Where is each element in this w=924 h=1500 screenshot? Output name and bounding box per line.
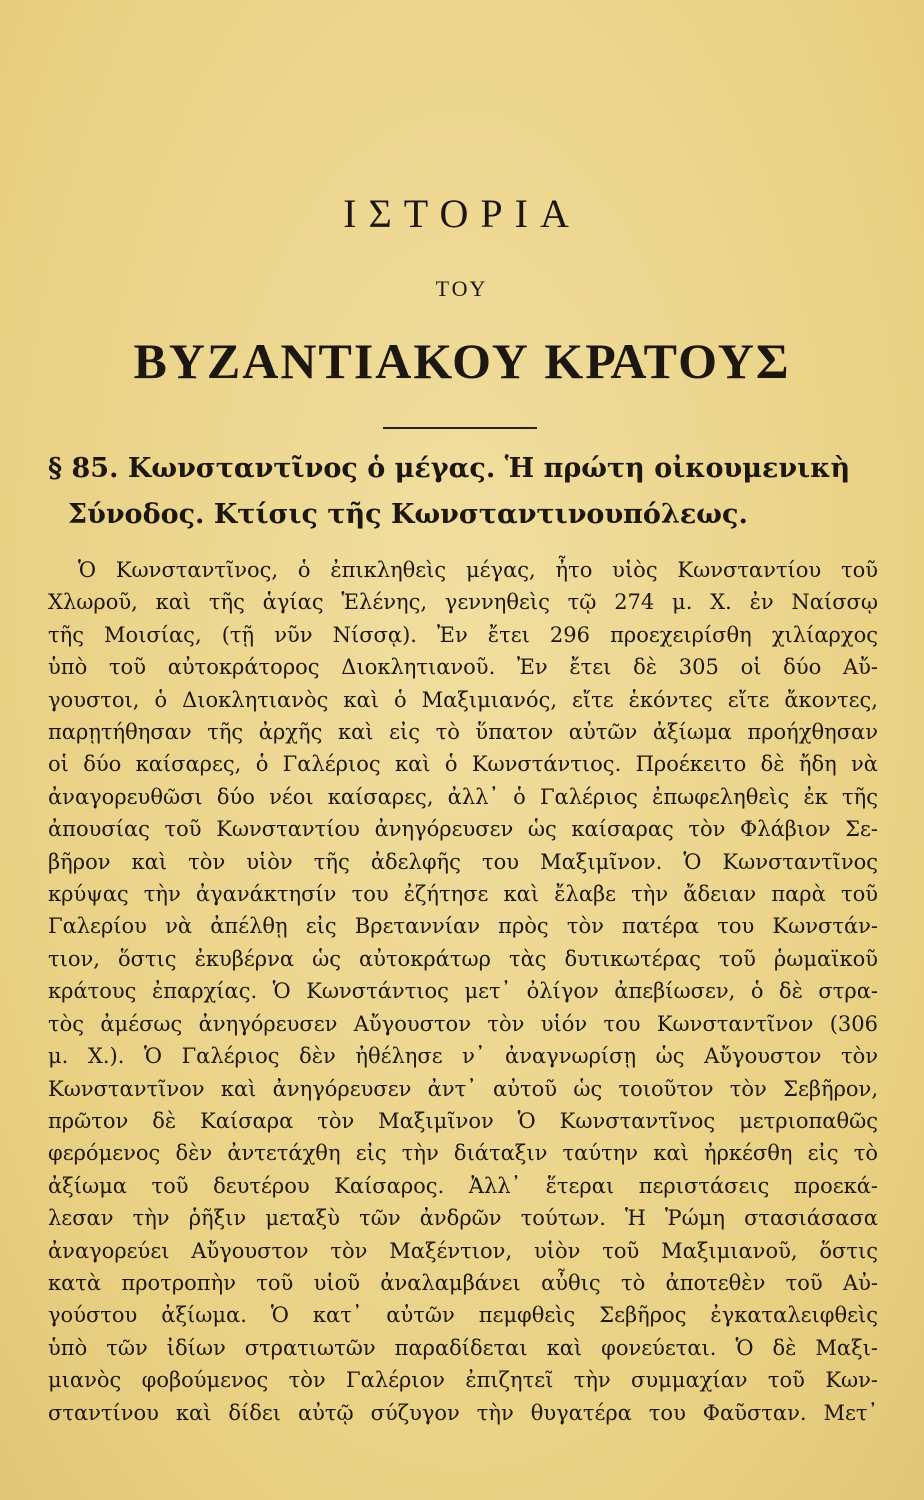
body-text	[48, 554, 878, 1429]
text-line: γουστοι, ὁ Διοκλητιανὸς καὶ ὁ Μαξιμιανός, εἴτε ἑκόντες εἴτε ἄκοντες,	[48, 687, 878, 712]
text-line: κατὰ προτροπὴν τοῦ υἱοῦ ἀναλαμβάνει αὖθις τὸ ἀποτεθὲν τοῦ Αὐ-	[48, 1270, 878, 1295]
page-title: ΙΣΤΟΡΙΑ	[343, 191, 581, 236]
text-line: μ. Χ.). Ὁ Γαλέριος δὲν ἠθέλησε ν᾿ ἀναγνωρίσῃ ὡς Αὔγουστον τὸν	[48, 1044, 878, 1069]
text-line: Χλωροῦ, καὶ τῆς ἁγίας Ἑλένης, γεννηθεὶς τῷ 274 μ. Χ. ἐν Ναίσσῳ	[48, 590, 878, 615]
text-line: Κωνσταντῖνον καὶ ἀνηγόρευσεν ἀντ᾿ αὐτοῦ ὡς τοιοῦτον τὸν Σεβῆρον,	[48, 1076, 878, 1101]
text-line: τιον, ὅστις ἐκυβέρνα ὡς αὐτοκράτωρ τὰς δυτικωτέρας τοῦ ῥωμαϊκοῦ	[48, 946, 878, 971]
text-line: Ὁ Κωνσταντῖνος, ὁ ἐπικληθεὶς μέγας, ἦτο υἱὸς Κωνσταντίου τοῦ	[78, 558, 878, 582]
text-line: ὑπὸ τοῦ αὐτοκράτορος Διοκλητιανοῦ. Ἐν ἔτει δὲ 305 οἱ δύο Αὔ-	[48, 655, 878, 680]
text-line: κρύψας τὴν ἀγανάκτησίν του ἐζήτησε καὶ ἔλαβε τὴν ἄδειαν παρὰ τοῦ	[48, 882, 878, 907]
text-line: τῆς Μοισίας, (τῇ νῦν Νίσσᾳ). Ἐν ἔτει 296 προεχειρίσθη χιλίαρχος	[48, 622, 878, 647]
section-heading-line: § 85. Κωνσταντῖνος ὁ μέγας. Ἡ πρώτη οἰκουμενικὴ	[48, 453, 851, 484]
text-line: παρῃτήθησαν τῆς ἀρχῆς καὶ εἰς τὸ ὕπατον αὐτῶν ἀξίωμα προήχθησαν	[48, 720, 878, 745]
text-line: ἀπουσίας τοῦ Κωνσταντίου ἀνηγόρευσεν ὡς καίσαρας τὸν Φλάβιον Σε-	[48, 817, 878, 842]
text-line: ὑπὸ τῶν ἰδίων στρατιωτῶν παραδίδεται καὶ φονεύεται. Ὁ δὲ Μαξι-	[48, 1335, 878, 1360]
text-line: ἀξίωμα τοῦ δευτέρου Καίσαρος. Ἀλλ᾿ ἕτεραι περιστάσεις προεκά-	[48, 1173, 878, 1198]
text-line: κράτους ἐπαρχίας. Ὁ Κωνστάντιος μετ᾿ ὀλίγον ἀπεβίωσεν, ὁ δὲ στρα-	[48, 979, 878, 1004]
text-line: τὸς ἀμέσως ἀνηγόρευσεν Αὔγουστον τὸν υἱόν του Κωνσταντῖνον (306	[48, 1011, 878, 1036]
text-line: βῆρον καὶ τὸν υἱὸν τῆς ἀδελφῆς του Μαξιμῖνον. Ὁ Κωνσταντῖνος	[48, 849, 878, 874]
text-line: ἀναγορεύει Αὔγουστον τὸν Μαξέντιον, υἱὸν τοῦ Μαξιμιανοῦ, ὅστις	[48, 1238, 878, 1263]
page-subtitle: ΤΟΥ	[435, 276, 489, 301]
title-divider	[383, 427, 537, 429]
text-line: φερόμενος δὲν ἀντετάχθη εἰς τὴν διάταξιν ταύτην καὶ ἠρκέσθη εἰς τὸ	[48, 1141, 878, 1166]
text-line: λεσαν τὴν ῥῆξιν μεταξὺ τῶν ἀνδρῶν τούτων. Ἡ Ῥώμη στασιάσασα	[48, 1206, 878, 1231]
text-line: μιανὸς φοβούμενος τὸν Γαλέριον ἐπιζητεῖ τὴν συμμαχίαν τοῦ Κων-	[48, 1368, 878, 1393]
text-line: Γαλερίου νὰ ἀπέλθῃ εἰς Βρεταννίαν πρὸς τὸν πατέρα του Κωνστάν-	[48, 914, 878, 939]
text-line: ἀναγορευθῶσι δύο νέοι καίσαρες, ἀλλ᾿ ὁ Γαλέριος ἐπωφεληθεὶς ἐκ τῆς	[48, 784, 878, 809]
section-heading-line: Σύνοδος. Κτίσις τῆς Κωνσταντινουπόλεως.	[68, 499, 748, 530]
main-title: ΒΥΖΑΝΤΙΑΚΟΥ ΚΡΑΤΟΥΣ	[133, 333, 791, 389]
text-line: σταντίνου καὶ δίδει αὐτῷ σύζυγον τὴν θυγατέρα του Φαῦσταν. Μετ᾿	[48, 1400, 878, 1425]
text-line: οἱ δύο καίσαρες, ὁ Γαλέριος καὶ ὁ Κωνστάντιος. Προέκειτο δὲ ἤδη νὰ	[48, 752, 878, 777]
text-line: γούστου ἀξίωμα. Ὁ κατ᾿ αὐτῶν πεμφθεὶς Σεβῆρος ἐγκαταλειφθεὶς	[48, 1303, 878, 1328]
section-heading	[48, 446, 878, 538]
text-line: πρῶτον δὲ Καίσαρα τὸν Μαξιμῖνον Ὁ Κωνσταντῖνος μετριοπαθῶς	[48, 1108, 878, 1133]
